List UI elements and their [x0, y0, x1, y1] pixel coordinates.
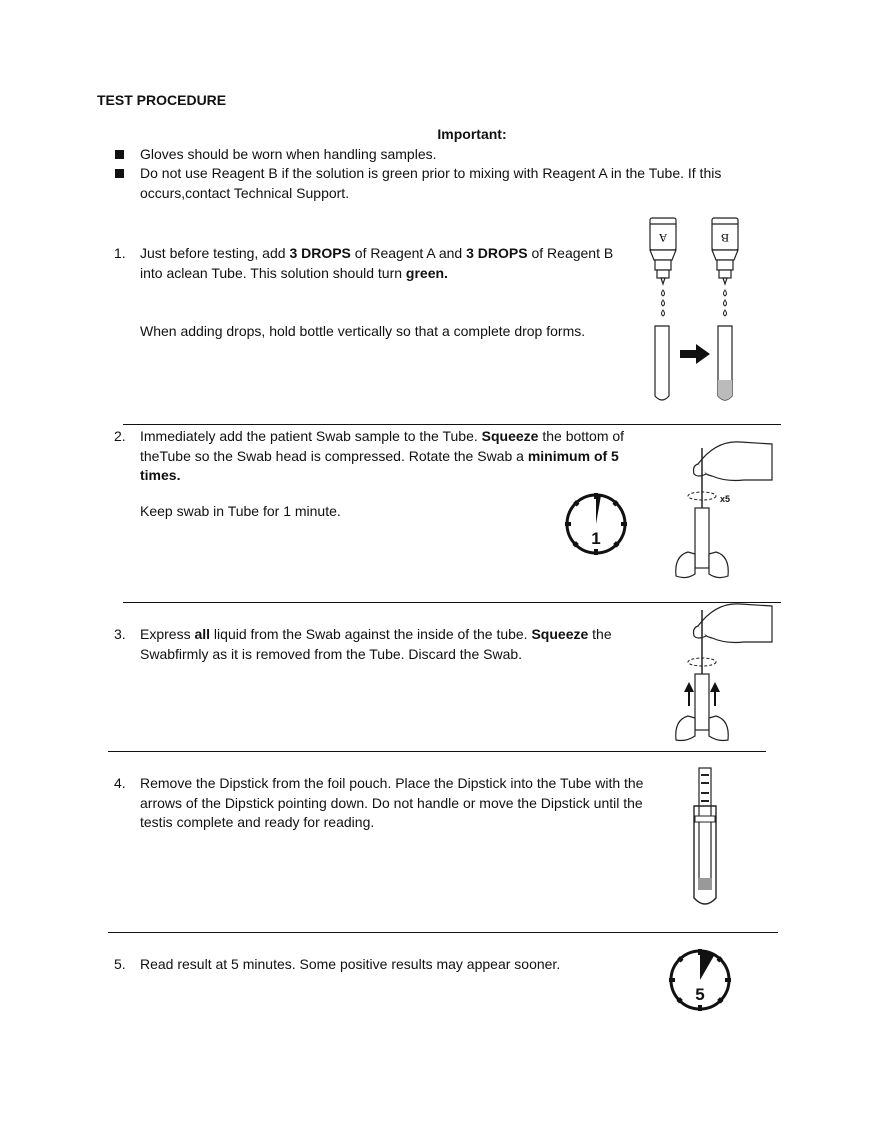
step-number: 1. — [114, 245, 126, 261]
dipstick-tube-illustration — [688, 766, 724, 912]
step-1-line-1: Just before testing, add 3 DROPS of Reagent A and 3 DROPS of Reagent B — [140, 245, 614, 261]
step-4-line-1: Remove the Dipstick from the foil pouch. Place the Dipstick into the Tube with the — [140, 775, 644, 791]
section-divider — [108, 751, 766, 752]
step-3-line-2: Swabfirmly as it is removed from the Tube. Discard the Swab. — [140, 646, 523, 662]
hand-icon — [694, 442, 773, 481]
tube-icon — [695, 674, 709, 730]
step-number: 5. — [114, 956, 126, 972]
rotation-label: x5 — [720, 494, 731, 504]
timer-1-minute-icon — [564, 492, 628, 556]
step-3-line-1: Express all liquid from the Swab against the inside of the tube. Squeeze the — [140, 626, 612, 642]
step-4-line-2: arrows of the Dipstick pointing down. Do not handle or move the Dipstick until the — [140, 795, 643, 811]
arrow-right-icon — [680, 344, 710, 364]
step-2-line-1: Immediately add the patient Swab sample to the Tube. Squeeze the bottom of — [140, 428, 625, 444]
tube-icon — [695, 508, 709, 568]
step-2-note: Keep swab in Tube for 1 minute. — [140, 503, 341, 519]
bullet-square-icon — [115, 169, 124, 178]
hand-icon — [694, 604, 773, 643]
drop-icon — [724, 290, 727, 316]
bottle-b-label: B — [720, 231, 730, 245]
drop-icon — [662, 290, 665, 316]
step-number: 3. — [114, 626, 126, 642]
page-title: TEST PROCEDURE — [97, 92, 227, 108]
timer-label: 5 — [695, 985, 705, 1004]
step-4-line-3: testis complete and ready for reading. — [140, 814, 375, 830]
timer-5-minute-icon — [668, 948, 732, 1012]
step-number: 2. — [114, 428, 126, 444]
section-divider — [108, 932, 778, 933]
section-divider — [123, 424, 781, 425]
bullet-square-icon — [115, 150, 124, 159]
step-1-note: When adding drops, hold bottle vertically so that a complete drop forms. — [140, 323, 586, 339]
step-2-line-3: times. — [140, 467, 181, 483]
bottle-b-icon — [712, 218, 738, 284]
bottle-a-icon — [650, 218, 676, 284]
important-bullet-1: Gloves should be worn when handling samples. — [140, 146, 437, 162]
step-2-line-2: theTube so the Swab head is compressed. Rotate the Swab a minimum of 5 — [140, 448, 619, 464]
dipstick-icon — [699, 768, 711, 886]
important-bullet-2-cont: occurs,contact Technical Support. — [140, 185, 350, 201]
timer-label: 1 — [591, 529, 601, 548]
important-bullet-2: Do not use Reagent B if the solution is green prior to mixing with Reagent A in the Tube. If this — [140, 165, 722, 181]
tube-icon — [655, 326, 669, 400]
step-5-line-1: Read result at 5 minutes. Some positive results may appear sooner. — [140, 956, 561, 972]
reagent-bottles-illustration — [640, 214, 750, 406]
swab-rotate-illustration — [668, 436, 780, 584]
tube-filled-icon — [718, 326, 732, 400]
bottle-a-label: A — [658, 231, 668, 245]
important-heading: Important: — [437, 126, 507, 142]
step-number: 4. — [114, 775, 126, 791]
swab-remove-illustration — [668, 600, 780, 746]
step-1-line-2: into aclean Tube. This solution should turn green. — [140, 265, 448, 281]
